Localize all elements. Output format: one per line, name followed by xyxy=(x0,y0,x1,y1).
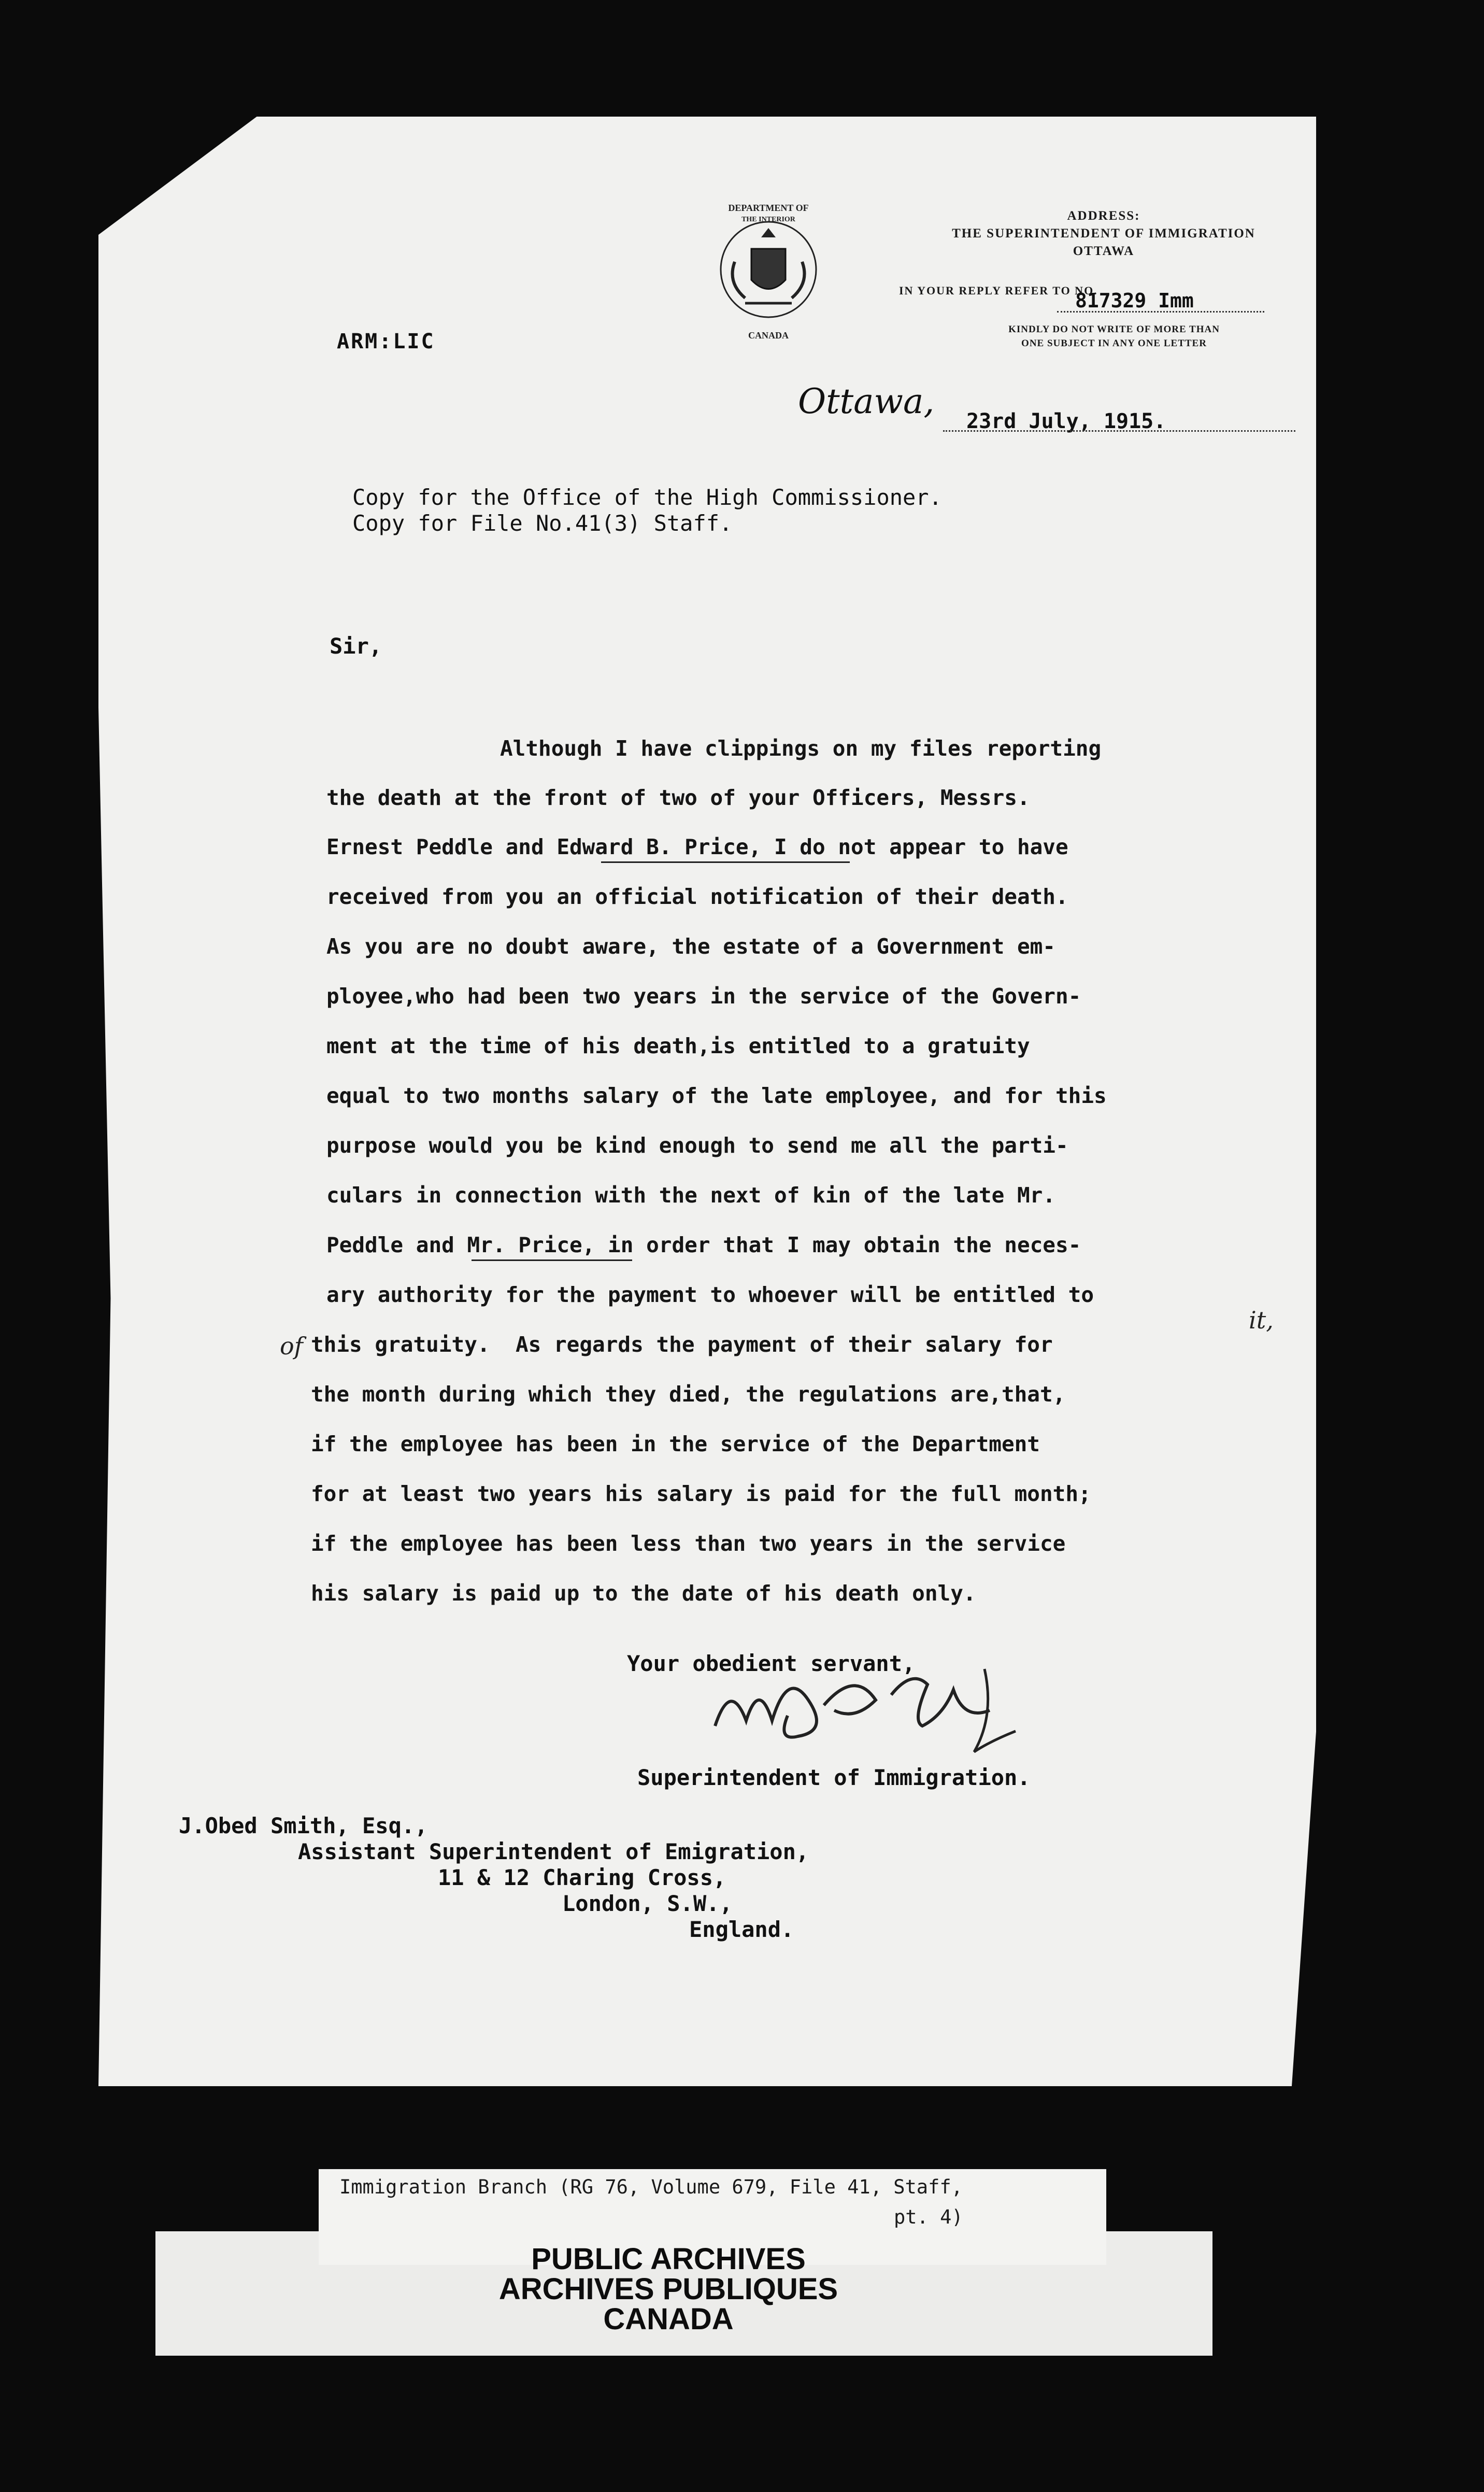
copy-line: Copy for the Office of the High Commissioner. xyxy=(352,485,942,510)
address-label: ADDRESS: xyxy=(1067,209,1140,223)
body-line: for at least two years his salary is paid for the full month; xyxy=(311,1481,1091,1506)
svg-text:DEPARTMENT OF: DEPARTMENT OF xyxy=(728,203,809,213)
recipient-city: London, S.W., xyxy=(562,1891,733,1916)
handwritten-note-of: of xyxy=(280,1332,303,1360)
recipient-street: 11 & 12 Charing Cross, xyxy=(438,1865,726,1890)
signature-icon xyxy=(694,1648,1057,1773)
body-line: Ernest Peddle and Edward B. Price, I do not appear to have xyxy=(326,834,1068,859)
notice-line: ONE SUBJECT IN ANY ONE LETTER xyxy=(1021,338,1207,349)
catalog-line-continued: pt. 4) xyxy=(894,2206,963,2228)
letter-date: 23rd July, 1915. xyxy=(966,409,1166,433)
body-line: if the employee has been less than two years in the service xyxy=(311,1531,1066,1556)
handwritten-note-it: it, xyxy=(1249,1306,1274,1334)
body-line: Peddle and Mr. Price, in order that I may obtain the neces- xyxy=(326,1233,1081,1257)
underline-mark xyxy=(472,1259,632,1261)
body-line: equal to two months salary of the late employee, and for this xyxy=(326,1083,1107,1108)
recipient-country: England. xyxy=(689,1917,794,1942)
body-line: this gratuity. As regards the payment of their salary for xyxy=(311,1332,1053,1357)
body-line: ployee,who had been two years in the service of the Govern- xyxy=(326,984,1081,1009)
reference-rule xyxy=(1057,311,1264,313)
body-line: his salary is paid up to the date of his death only. xyxy=(311,1581,976,1606)
address-city: OTTAWA xyxy=(1073,244,1135,258)
address-office: THE SUPERINTENDENT OF IMMIGRATION xyxy=(952,226,1255,240)
subject-notice xyxy=(974,322,1254,350)
stamp-line: CANADA xyxy=(603,2302,734,2336)
date-rule xyxy=(943,430,1295,432)
stamp-line: ARCHIVES PUBLIQUES xyxy=(498,2272,838,2306)
body-line: As you are no doubt aware, the estate of a Government em- xyxy=(326,934,1055,959)
underline-mark xyxy=(601,861,850,863)
salutation: Sir, xyxy=(330,633,382,659)
catalog-line: Immigration Branch (RG 76, Volume 679, File 41, Staff, xyxy=(339,2176,963,2198)
body-line: purpose would you be kind enough to send me all the parti- xyxy=(326,1133,1068,1158)
body-line: Although I have clippings on my files reporting xyxy=(500,736,1102,761)
reference-number: 817329 Imm xyxy=(1075,289,1194,312)
body-line: if the employee has been in the service of the Department xyxy=(311,1432,1040,1456)
body-line: ment at the time of his death,is entitled to a gratuity xyxy=(326,1033,1030,1058)
recipient-title: Assistant Superintendent of Emigration, xyxy=(298,1839,809,1864)
body-line: received from you an official notification of their death. xyxy=(326,884,1068,909)
archives-stamp xyxy=(451,2244,886,2334)
stamp-line: PUBLIC ARCHIVES xyxy=(531,2242,806,2276)
body-line: the month during which they died, the regulations are,that, xyxy=(311,1382,1066,1407)
recipient-name: J.Obed Smith, Esq., xyxy=(179,1813,428,1838)
signatory-title: Superintendent of Immigration. xyxy=(637,1765,1031,1790)
body-line: ary authority for the payment to whoever will be entitled to xyxy=(326,1282,1094,1307)
svg-text:CANADA: CANADA xyxy=(748,330,789,341)
body-line: culars in connection with the next of kin of the late Mr. xyxy=(326,1183,1055,1208)
body-line: the death at the front of two of your Officers, Messrs. xyxy=(326,785,1030,810)
place-name: Ottawa, xyxy=(798,381,935,421)
reference-initials: ARM:LIC xyxy=(337,330,435,353)
letterhead-address xyxy=(922,207,1285,260)
svg-text:THE INTERIOR: THE INTERIOR xyxy=(741,216,795,223)
reply-prompt: IN YOUR REPLY REFER TO NO. xyxy=(899,284,1098,297)
notice-line: KINDLY DO NOT WRITE OF MORE THAN xyxy=(1008,324,1220,335)
copy-line: Copy for File No.41(3) Staff. xyxy=(352,511,733,536)
department-crest-icon xyxy=(704,200,833,350)
complimentary-close: Your obedient servant, xyxy=(627,1651,916,1676)
